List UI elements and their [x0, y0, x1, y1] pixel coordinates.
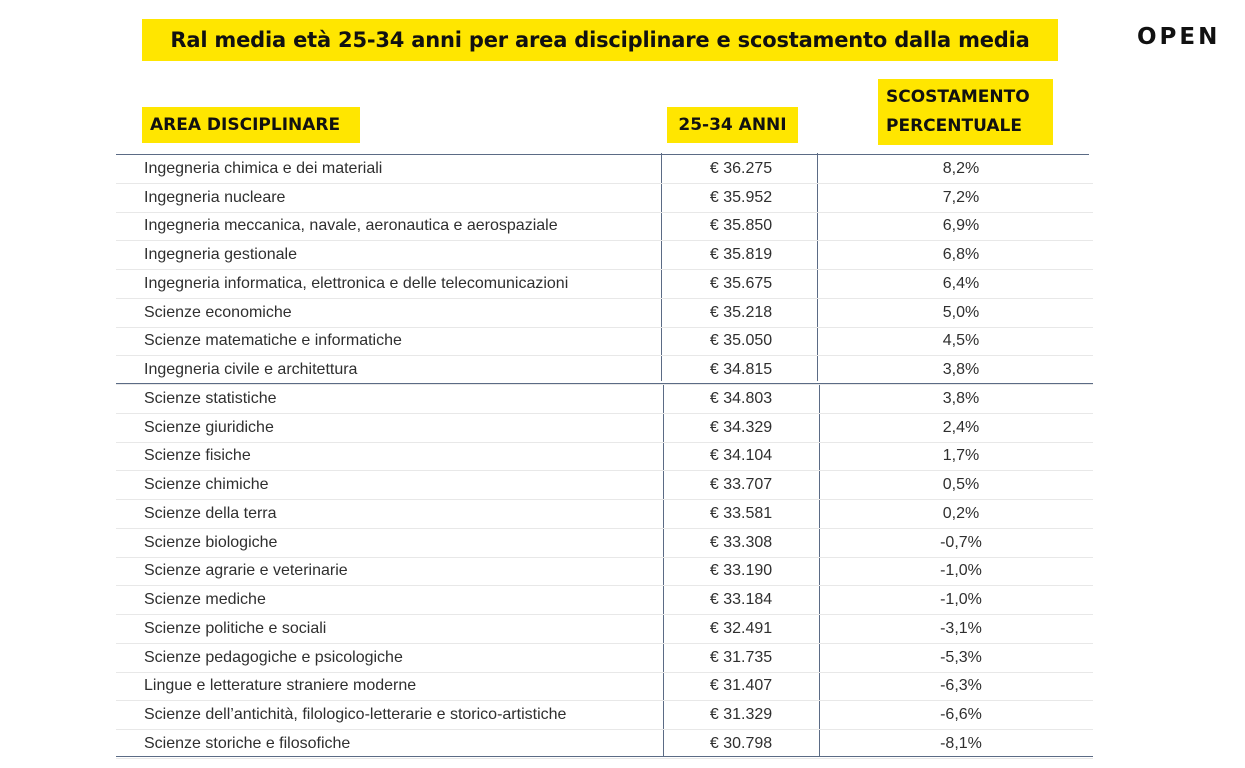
table-row — [116, 558, 1093, 587]
salary-cell: € 33.308 — [709, 533, 773, 551]
table-row — [116, 730, 1093, 759]
area-cell: Scienze dell’antichità, filologico-letterarie e storico-artistiche — [144, 706, 567, 724]
salary-cell: € 35.050 — [709, 332, 773, 350]
column-header-area: AREA DISCIPLINARE — [142, 107, 360, 143]
column-header-deviation-line1: SCOSTAMENTO — [886, 87, 1030, 107]
salary-cell: € 35.675 — [709, 274, 773, 292]
table-row — [116, 673, 1093, 702]
table-row — [116, 443, 1093, 472]
table-row — [116, 241, 1093, 270]
salary-cell: € 33.190 — [709, 562, 773, 580]
area-cell: Scienze chimiche — [144, 476, 269, 494]
area-cell: Scienze politiche e sociali — [144, 619, 327, 637]
area-cell: Scienze storiche e filosofiche — [144, 734, 351, 752]
table-row — [116, 529, 1093, 558]
salary-cell: € 31.329 — [709, 706, 773, 724]
column-header-deviation-line2: PERCENTUALE — [886, 116, 1022, 136]
open-logo: OPEN — [1137, 24, 1221, 50]
table-row — [116, 213, 1093, 242]
deviation-cell: 0,5% — [942, 476, 980, 494]
deviation-cell: 2,4% — [942, 418, 980, 436]
salary-cell: € 34.104 — [709, 447, 773, 465]
salary-cell: € 33.184 — [709, 591, 773, 609]
deviation-cell: 3,8% — [942, 389, 980, 407]
area-cell: Scienze mediche — [144, 591, 266, 609]
table-row — [116, 644, 1093, 673]
area-cell: Scienze economiche — [144, 303, 292, 321]
deviation-cell: -8,1% — [940, 734, 982, 752]
salary-cell: € 34.329 — [709, 418, 773, 436]
area-cell: Scienze della terra — [144, 504, 277, 522]
table-row — [116, 385, 1093, 414]
area-cell: Scienze agrarie e veterinarie — [144, 562, 348, 580]
area-cell: Scienze matematiche e informatiche — [144, 332, 402, 350]
salary-cell: € 31.735 — [709, 648, 773, 666]
area-cell: Ingegneria civile e architettura — [144, 361, 358, 379]
deviation-cell: 5,0% — [942, 303, 980, 321]
deviation-cell: 6,9% — [942, 217, 980, 235]
area-cell: Scienze pedagogiche e psicologiche — [144, 648, 403, 666]
deviation-cell: 1,7% — [942, 447, 980, 465]
area-cell: Ingegneria informatica, elettronica e delle telecomunicazioni — [144, 274, 569, 292]
deviation-cell: 6,4% — [942, 274, 980, 292]
deviation-cell: 0,2% — [942, 504, 980, 522]
table-row — [116, 500, 1093, 529]
area-cell: Scienze biologiche — [144, 533, 278, 551]
deviation-cell: -3,1% — [940, 619, 982, 637]
salary-cell: € 35.850 — [709, 217, 773, 235]
deviation-cell: -5,3% — [940, 648, 982, 666]
salary-cell: € 30.798 — [709, 734, 773, 752]
salary-cell: € 35.952 — [709, 188, 773, 206]
chart-title: Ral media età 25-34 anni per area disciplinare e scostamento dalla media — [142, 19, 1058, 61]
table-row — [116, 270, 1093, 299]
deviation-cell: 8,2% — [942, 159, 980, 177]
column-header-deviation — [878, 79, 1053, 145]
table-row — [116, 701, 1093, 730]
salary-table — [116, 155, 1093, 759]
area-cell: Ingegneria gestionale — [144, 246, 298, 264]
deviation-cell: 4,5% — [942, 332, 980, 350]
salary-cell: € 31.407 — [709, 677, 773, 695]
deviation-cell: -0,7% — [940, 533, 982, 551]
area-cell: Ingegneria chimica e dei materiali — [144, 159, 383, 177]
table-row — [116, 155, 1093, 184]
area-cell: Scienze statistiche — [144, 389, 277, 407]
salary-cell: € 35.218 — [709, 303, 773, 321]
area-cell: Scienze fisiche — [144, 447, 251, 465]
column-header-age: 25-34 ANNI — [667, 107, 798, 143]
table-row — [116, 586, 1093, 615]
salary-cell: € 34.803 — [709, 389, 773, 407]
salary-cell: € 35.819 — [709, 246, 773, 264]
area-cell: Scienze giuridiche — [144, 418, 274, 436]
area-cell: Ingegneria meccanica, navale, aeronautica e aerospaziale — [144, 217, 558, 235]
salary-cell: € 33.581 — [709, 504, 773, 522]
deviation-cell: 3,8% — [942, 361, 980, 379]
table-row — [116, 471, 1093, 500]
table-row — [116, 328, 1093, 357]
salary-cell: € 32.491 — [709, 619, 773, 637]
deviation-cell: -1,0% — [940, 591, 982, 609]
salary-cell: € 34.815 — [709, 361, 773, 379]
area-cell: Ingegneria nucleare — [144, 188, 286, 206]
table-row — [116, 299, 1093, 328]
area-cell: Lingue e letterature straniere moderne — [144, 677, 417, 695]
salary-cell: € 36.275 — [709, 159, 773, 177]
deviation-cell: 7,2% — [942, 188, 980, 206]
table-row — [116, 615, 1093, 644]
deviation-cell: -6,3% — [940, 677, 982, 695]
deviation-cell: -6,6% — [940, 706, 982, 724]
deviation-cell: 6,8% — [942, 246, 980, 264]
table-row — [116, 184, 1093, 213]
table-row — [116, 414, 1093, 443]
deviation-cell: -1,0% — [940, 562, 982, 580]
salary-cell: € 33.707 — [709, 476, 773, 494]
table-row — [116, 356, 1093, 385]
